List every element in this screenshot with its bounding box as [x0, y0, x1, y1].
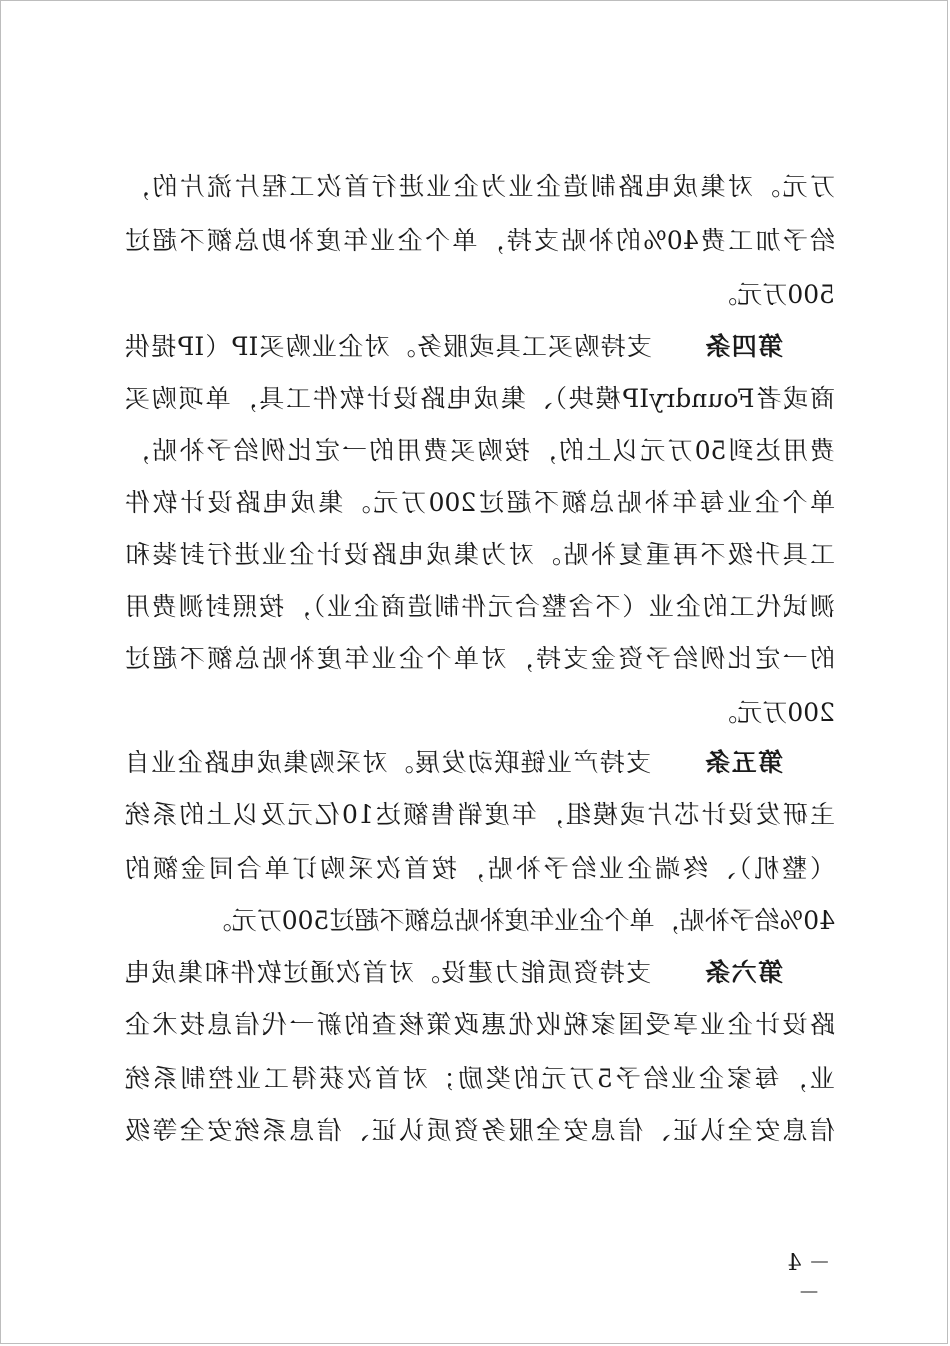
text-line: 测试代工的企业（不含整合元件制造商企业），按照封测费用 — [125, 592, 835, 621]
text-line: 主研发设计芯片或模组，年度销售额达10亿元及以上的系统 — [125, 800, 835, 829]
text-line: 支持资质能力建设。对首次通过软件和集成电 — [125, 958, 652, 987]
text-line: 业，每家企业给予5万元的奖励；对首次获得工业控制系统 — [125, 1064, 835, 1093]
text-line: 40%给予补贴，单个企业年度补贴总额不超过500万元。 — [206, 906, 835, 935]
text-line: 万元。对集成电路制造企业为企业进行首次工程片流片的， — [125, 172, 835, 201]
text-line: 给予加工费40%的补贴支持，单个企业年度补助总额不超过 — [125, 226, 835, 255]
article-6-heading: 第六条 — [703, 958, 783, 987]
text-line: 商或者FoundryIP模块）、集成电路设计软件工具，单项购买 — [125, 384, 835, 413]
article-5-heading: 第五条 — [703, 748, 783, 777]
page-number: － 4 － — [787, 1251, 831, 1306]
text-line: 工具升级不再重复补贴。对为集成电路设计企业进行封装和 — [125, 540, 835, 569]
article-6-paragraph — [125, 957, 835, 989]
text-line: 费用达到50万元以上的，按购买费用的一定比例给予补贴， — [125, 436, 835, 465]
text-line: 支持产业链联动发展。对采购集成电路企业自 — [125, 748, 652, 777]
text-line: 500万元。 — [712, 280, 835, 309]
text-line: 的一定比例给予资金支持，对单个企业年度补贴总额不超过 — [125, 644, 835, 673]
text-line: 支持购买工具或服务。对企业购买IP（IP提供 — [125, 332, 652, 361]
text-line: 路设计企业享受国家税收优惠政策核查的新一代信息技术企 — [125, 1010, 835, 1039]
article-4-heading: 第四条 — [704, 332, 783, 361]
article-4-paragraph — [125, 331, 835, 363]
text-line: （整机）、终端企业给予补贴，按首次采购订单合同金额的 — [125, 854, 835, 883]
article-5-paragraph — [125, 747, 835, 779]
text-line: 单个企业每年补贴总额不超过200万元。集成电路设计软件 — [125, 488, 835, 517]
text-line: 信息安全认证、信息安全服务资质认证、信息系统安全等级 — [125, 1116, 835, 1145]
text-line: 200万元。 — [712, 698, 835, 727]
